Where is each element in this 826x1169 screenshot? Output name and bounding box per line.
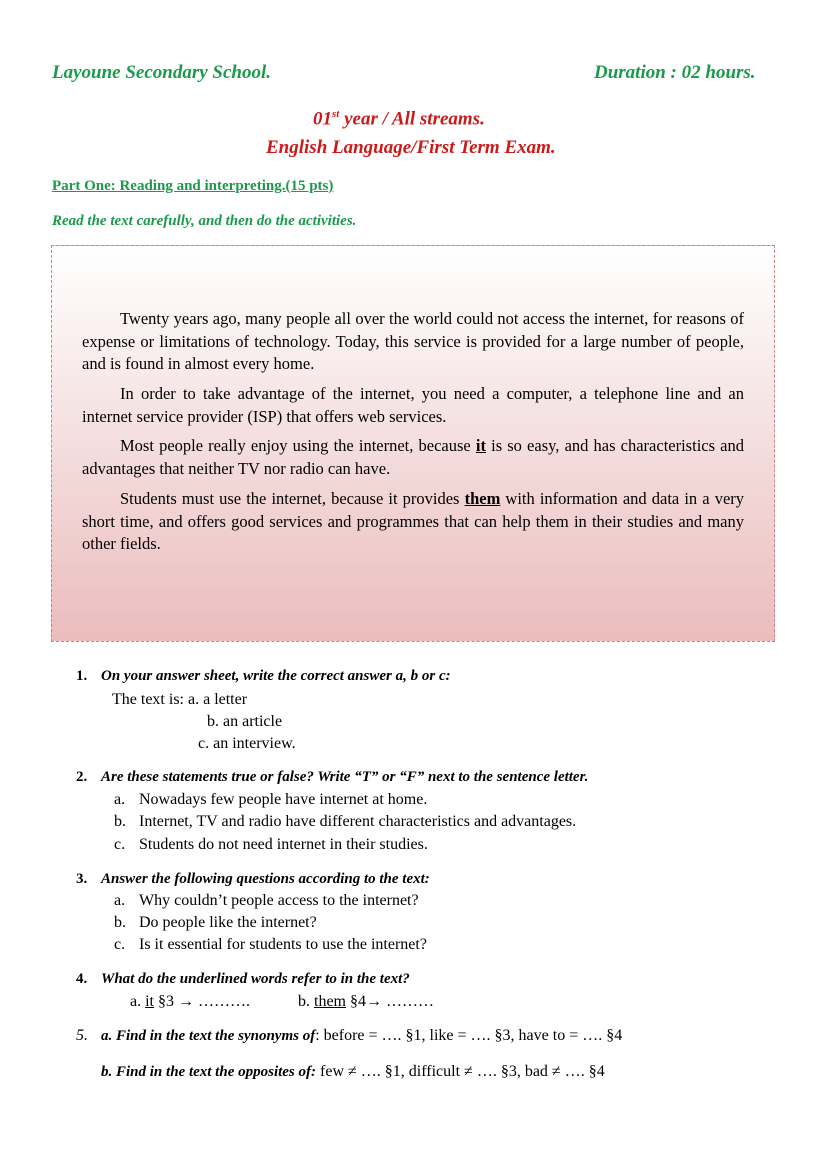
q5-opposites bbox=[101, 1063, 605, 1081]
q4-number: 4. bbox=[76, 971, 88, 987]
q1-heading: On your answer sheet, write the correct answer a, b or c: bbox=[101, 668, 451, 684]
q3-heading: Answer the following questions according to the text: bbox=[101, 871, 430, 887]
exam-year bbox=[313, 108, 485, 130]
q2-item-a: Nowadays few people have internet at home. bbox=[139, 791, 428, 808]
q4-heading: What do the underlined words refer to in the text? bbox=[101, 971, 410, 987]
paragraph-2: In order to take advantage of the internet, you need a computer, a telephone line and an internet service provider (ISP) that offers web services. bbox=[82, 384, 744, 426]
reference-word-it: it bbox=[475, 436, 486, 455]
q4-answer-b bbox=[298, 993, 434, 1011]
year-suffix: st bbox=[332, 108, 340, 120]
paragraph-3-start: Most people really enjoy using the internet, because bbox=[120, 436, 476, 455]
q2-item-c: Students do not need internet in their studies. bbox=[139, 836, 428, 853]
q3-item-c-label: c. bbox=[114, 936, 126, 953]
q3-item-a: Why couldn’t people access to the internet? bbox=[139, 892, 419, 909]
q3-item-b: Do people like the internet? bbox=[139, 914, 317, 931]
q1-option-a: The text is: a. a letter bbox=[112, 691, 248, 708]
q4-b-label: b. bbox=[298, 993, 314, 1010]
paragraph-4-end: with information and data in a very short time, and offers good services and programmes that can help them in their studies and many other fields. bbox=[82, 489, 745, 553]
paragraph-4-start: Students must use the internet, because it provides bbox=[120, 489, 465, 508]
q5-a-rest: : before = …. §1, like = …. §3, have to = …. §4 bbox=[315, 1027, 623, 1044]
q2-item-b: Internet, TV and radio have different characteristics and advantages. bbox=[139, 813, 577, 830]
q2-number: 2. bbox=[76, 769, 88, 785]
part-title: Part One: Reading and interpreting.(15 pts) bbox=[52, 178, 334, 194]
q5-b-rest: few ≠ …. §1, difficult ≠ …. §3, bad ≠ …. §4 bbox=[316, 1063, 605, 1080]
reference-word-them: them bbox=[464, 489, 501, 508]
q5-a-heading: a. Find in the text the synonyms of bbox=[101, 1028, 316, 1044]
year-streams: year / All streams. bbox=[339, 108, 485, 130]
q1-option-c: c. an interview. bbox=[198, 735, 296, 752]
q4-b-word: them bbox=[314, 993, 346, 1010]
q3-item-b-label: b. bbox=[114, 914, 126, 931]
paragraph-4 bbox=[82, 488, 744, 556]
paragraph-1: Twenty years ago, many people all over the world could not access the internet, for reasons of expense or limitations of technology. Today, this service is provided for a large number of people, and is found in almost every home. bbox=[82, 309, 744, 373]
q2-heading: Are these statements true or false? Write “T” or “F” next to the sentence letter. bbox=[101, 769, 589, 785]
q2-item-a-label: a. bbox=[114, 791, 126, 808]
q4-a-label: a. bbox=[130, 993, 146, 1010]
exam-title: English Language/First Term Exam. bbox=[266, 137, 556, 158]
exam-duration: Duration : 02 hours. bbox=[594, 62, 756, 83]
paragraph-3-end: is so easy, and has characteristics and advantages that neither TV nor radio can have. bbox=[82, 436, 744, 478]
q1-number: 1. bbox=[76, 668, 88, 684]
q2-item-c-label: c. bbox=[114, 836, 126, 853]
q3-item-c: Is it essential for students to use the internet? bbox=[139, 936, 427, 953]
school-name: Layoune Secondary School. bbox=[52, 62, 272, 83]
instruction: Read the text carefully, and then do the activities. bbox=[52, 213, 357, 229]
q4-answer-a bbox=[130, 993, 250, 1011]
q5-synonyms bbox=[101, 1027, 622, 1045]
q2-item-b-label: b. bbox=[114, 813, 126, 830]
q3-item-a-label: a. bbox=[114, 892, 126, 909]
q4-b-rest: §4→ ……… bbox=[346, 993, 434, 1010]
q5-b-heading: b. Find in the text the opposites of: bbox=[101, 1064, 317, 1080]
q3-number: 3. bbox=[76, 871, 88, 887]
q4-a-word: it bbox=[145, 993, 154, 1010]
q5-number: 5. bbox=[76, 1027, 88, 1044]
paragraph-3 bbox=[82, 435, 744, 480]
year-number: 01 bbox=[313, 108, 332, 130]
q4-a-rest: §3 → ………. bbox=[154, 993, 250, 1010]
q1-option-b: b. an article bbox=[207, 713, 283, 730]
